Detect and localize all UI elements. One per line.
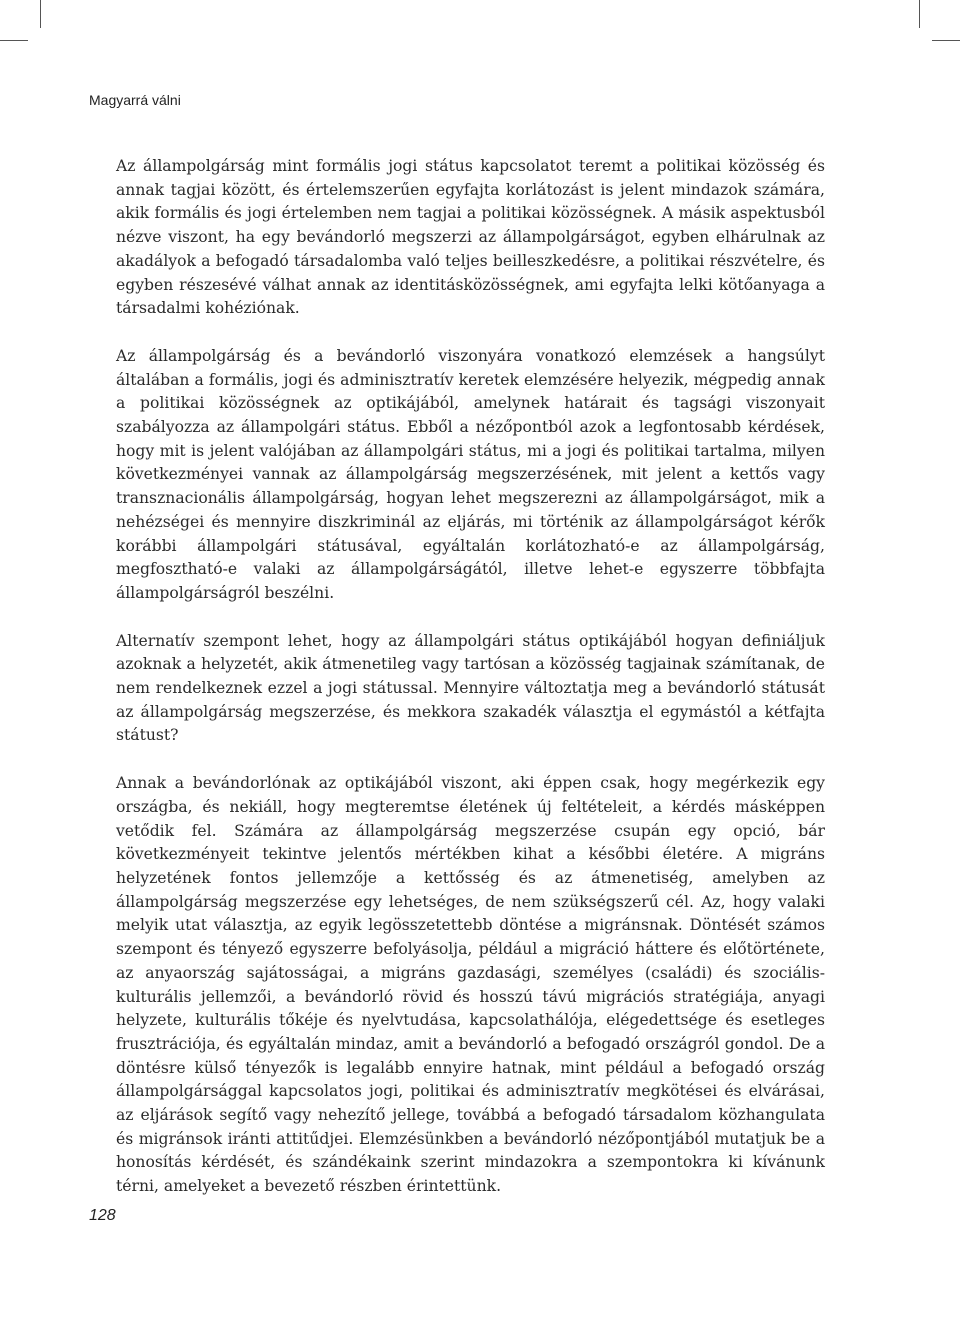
paragraph-1: Az állampolgárság mint formális jogi státus kapcsolatot teremt a politikai közösség és annak tagjai között, és értelemszerűen egyfajta korlátozást is jelent mindazok számára, akik formális és jogi értelemben nem tagjai a politikai közösségnek. A másik aspektusból nézve viszont, ha egy bevándorló megszerzi az állampolgárságot, egyben elhárulnak az akadályok a befogadó társadalomba való teljes beilleszkedésre, a politikai részvételre, és egyben részesévé válhat annak az identitásközösségnek, ami egyfajta lelki kötőanyaga a társadalmi kohéziónak. xyxy=(116,157,825,318)
paragraph-3: Alternatív szempont lehet, hogy az állampolgári státus optikájából hogyan definiáljuk azoknak a helyzetét, akik átmenetileg vagy tartósan a közösség tagjainak számítanak, de nem rendelkeznek ezzel a jogi státussal. Mennyire változtatja meg a bevándorló státusát az állampolgárság megszerzése, és mekkora szakadék választja el egymástól a kétfajta státust? xyxy=(116,631,825,745)
page-number: 128 xyxy=(89,1207,116,1224)
crop-mark-top-right-horizontal xyxy=(932,40,960,41)
running-header: Magyarrá válni xyxy=(89,92,181,108)
paragraph-4: Annak a bevándorlónak az optikájából viszont, aki éppen csak, hogy megérkezik egy országba, és nekiáll, hogy megteremtse életének új feltételeit, a kérdés másképpen vetődik fel. Számára az állampolgárság megszerzése csupán egy opció, bár következményeit tekintve jelentős mértékben kihat a későbbi életére. A migráns helyzetének fontos jellemzője a kettősség és az átmenetiség, amelyben az állampolgárság megszerzése egy lehetséges, de nem szükségszerű cél. Az, hogy valaki melyik utat választja, az egyik legösszetettebb döntése a migránsnak. Döntését számos szempont és tényező egyszerre befolyásolja, például a migráció háttere és előtörténete, az anyaország sajátosságai, a migráns gazdasági, személyes (családi) és szociális-kulturális jellemzői, a bevándorló rövid és hosszú távú migrációs stratégiája, anyagi helyzete, kulturális tőkéje és nyelvtudása, kapcsolathálója, elégedettsége és esetleges frusztrációja, és egyáltalán mindaz, amit a bevándorló a befogadó országról gondol. De a döntésre külső tényezők is legalább ennyire hatnak, mint például a befogadó ország állampolgársággal kapcsolatos jogi, politikai és adminisztratív megkötései és elvárásai, az eljárások segítő vagy nehezítő jellege, továbbá a befogadó társadalom közhangulata és migránsok iránti attitűdjei. Elemzésünkben a bevándorló nézőpontjából mutatjuk be a honosítás kérdését, és szándékaink szerint mindazokra a szempontokra ki kívánunk térni, amelyeket a bevezető részben érintettünk. xyxy=(116,774,825,1196)
crop-mark-top-right-vertical xyxy=(919,0,920,28)
body-text xyxy=(116,155,825,1223)
crop-mark-top-left-vertical xyxy=(40,0,41,28)
crop-mark-top-left-horizontal xyxy=(0,40,28,41)
paragraph-2: Az állampolgárság és a bevándorló viszonyára vonatkozó elemzések a hangsúlyt általában a formális, jogi és adminisztratív keretek elemzésére helyezik, mégpedig annak a politikai közösségnek az optikájából, amelynek határait és tagsági viszonyait szabályozza az állampolgári státus. Ebből a nézőpontból azok a legfontosabb kérdések, hogy mit is jelent valójában az állampolgári státus, mi a jogi és politikai tartalma, milyen következményei vannak az állampolgárság megszerzésének, mit jelent a kettős vagy transznacionális állampolgárság, hogyan lehet megszerezni az állampolgárságot, mik a nehézségei és mennyire diszkriminál az eljárás, mi történik az állampolgárságot kérők korábbi állampolgári státusával, egyáltalán korlátozható-e az állampolgárság, megfosztható-e valaki az állampolgárságától, illetve lehet-e egyszerre többfajta állampolgárságról beszélni. xyxy=(116,346,825,602)
